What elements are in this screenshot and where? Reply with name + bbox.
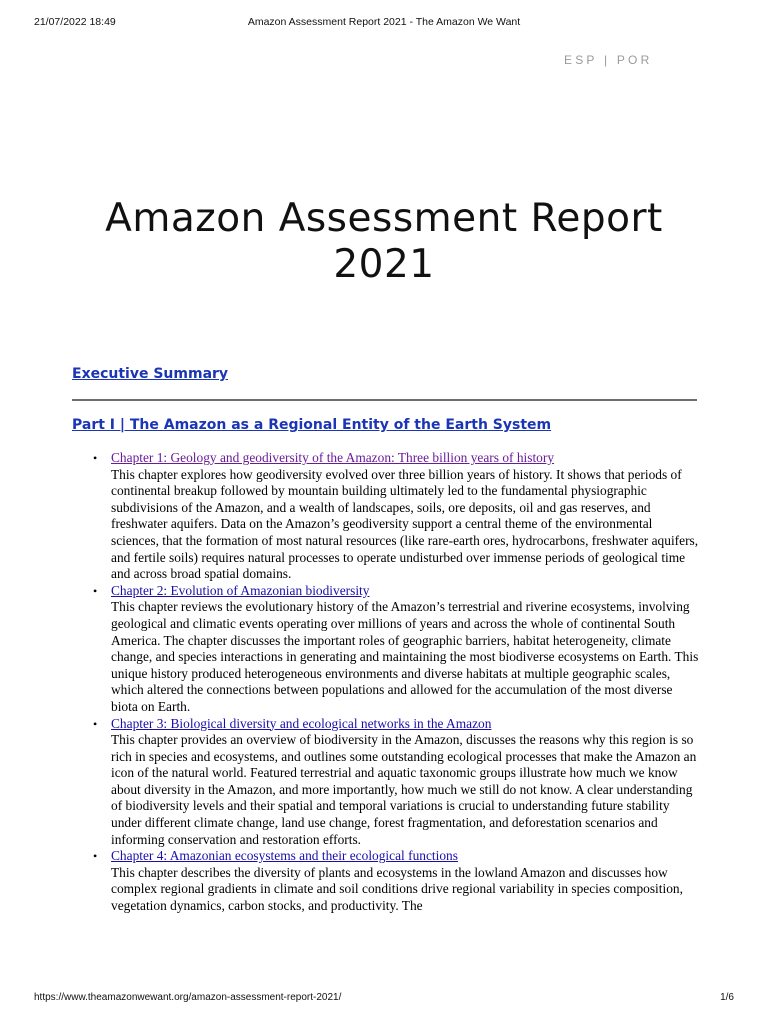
chapter-2-link[interactable]: Chapter 2: Evolution of Amazonian biodiversity (111, 582, 370, 598)
chapter-item-4 (93, 848, 701, 914)
print-page-title: Amazon Assessment Report 2021 - The Amazon We Want (247, 16, 521, 28)
chapter-list (93, 450, 701, 915)
bullet-icon: • (93, 451, 98, 465)
print-date: 21/07/2022 18:49 (34, 16, 116, 28)
part-one-link[interactable]: Part I | The Amazon as a Regional Entity of the Earth System (72, 417, 552, 433)
chapter-2-description: This chapter reviews the evolutionary history of the Amazon’s terrestrial and riverine ecosystems, involving geological and climatic events operating over millions of years and across the whole of continental South America. The chapter discusses the important roles of geographic barriers, habitat heterogeneity, climate change, and species interactions in generating and maintaining the most biodiverse ecosystems on Earth. This unique history produced heterogeneous environments and diverse habitats at multiple geographic scales, which altered the connections between populations and allowed for the accumulation of the most diverse biota on Earth. (111, 599, 699, 714)
executive-summary-link[interactable]: Executive Summary (72, 366, 229, 382)
chapter-item-1 (93, 450, 701, 583)
chapter-1-description: This chapter explores how geodiversity evolved over three billion years of history. It shows that periods of continental breakup followed by mountain building ultimately led to the fundamental physiographic subdivisions of the Amazon, and a wealth of landscapes, soils, ore deposits, oil and gas reserves, and freshwater aquifers. Data on the Amazon’s geodiversity support a central theme of the environmental sciences, that the formation of most natural resources (like rare-earth ores, hydrocarbons, freshwater aquifers, and fertile soils) requires natural processes to operate undisturbed over immense periods of geological time and across broad spatial domains. (111, 466, 699, 582)
chapter-item-3 (93, 715, 701, 849)
print-url: https://www.theamazonwewant.org/amazon-assessment-report-2021/ (34, 992, 342, 1003)
bullet-icon: • (93, 716, 98, 731)
language-por-link[interactable]: POR (616, 53, 653, 67)
print-footer (34, 992, 734, 1008)
bullet-icon: • (93, 849, 98, 864)
language-esp-link[interactable]: ESP (564, 53, 598, 67)
chapter-item-2 (93, 582, 701, 716)
chapter-1-link[interactable]: Chapter 1: Geology and geodiversity of the Amazon: Three billion years of history (111, 450, 555, 465)
chapter-3-description: This chapter provides an overview of biodiversity in the Amazon, discusses the reasons why this region is so rich in species and ecosystems, and outlines some outstanding ecological processes that make the Amazon an icon of the natural world. Featured terrestrial and aquatic taxonomic groups illustrate how much we know about diversity in the Amazon, and more importantly, how much we still do not know. A clear understanding of biodiversity levels and their spatial and temporal variations is crucial to understanding future stability under different climate change, land use change, forest fragmentation, and deforestation scenarios and informing conservation and restoration efforts. (111, 732, 697, 847)
print-page-number: 1/6 (720, 992, 734, 1003)
print-header (34, 16, 734, 32)
language-separator: | (603, 53, 611, 67)
page-title: Amazon Assessment Report 2021 (105, 196, 663, 287)
bullet-icon: • (93, 583, 98, 598)
section-divider (72, 399, 697, 401)
chapter-3-link[interactable]: Chapter 3: Biological diversity and ecological networks in the Amazon (111, 715, 492, 731)
chapter-4-description: This chapter describes the diversity of plants and ecosystems in the lowland Amazon and discusses how complex regional gradients in climate and soil conditions drive regional variability in species composition, vegetation dynamics, carbon stocks, and productivity. The (111, 864, 683, 914)
chapter-4-link[interactable]: Chapter 4: Amazonian ecosystems and their ecological functions (111, 848, 458, 864)
language-switch (564, 53, 652, 67)
